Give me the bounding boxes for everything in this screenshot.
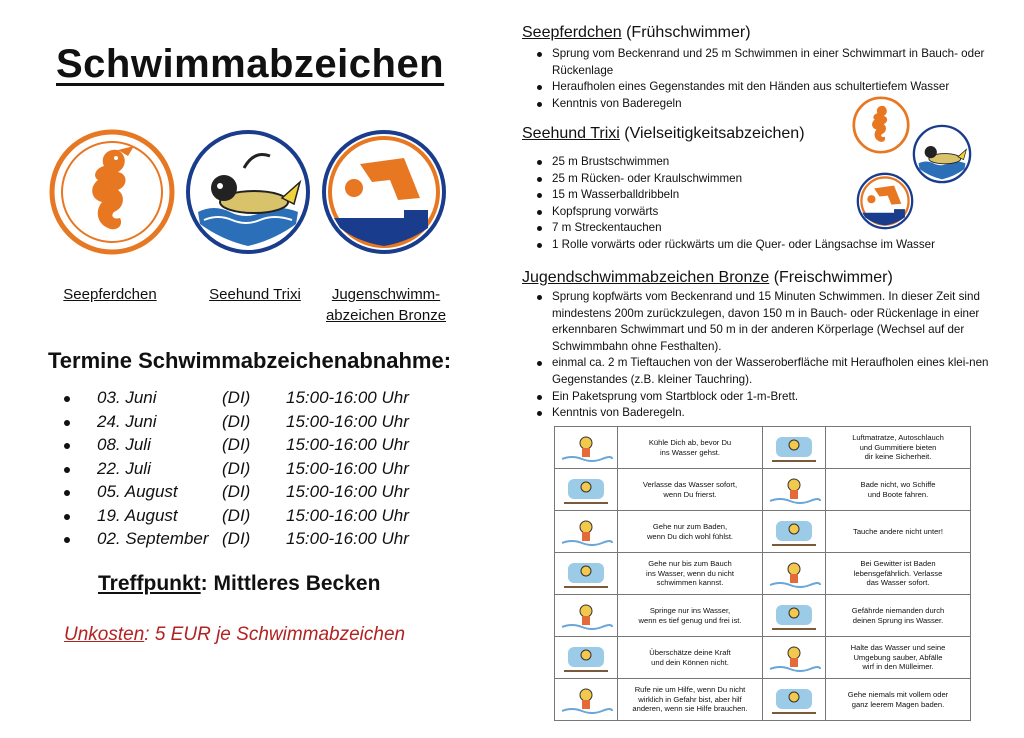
table-row [555,595,971,637]
rule-text: Überschätze deine Kraft und dein Können nicht. [618,637,763,679]
cartoon-icon [766,513,822,551]
list-item: einmal ca. 2 m Tieftauchen von der Wasseroberfläche mit Heraufholen eines klei-nen Gegenstandes (z.B. kleiner Tauchring). [524,355,1008,388]
list-item: Heraufholen eines Gegenstandes mit den Händen aus schultertiefem Wasser [524,79,1012,96]
cartoon-icon [558,471,614,509]
rule-text: Luftmatratze, Autoschlauch und Gummitiere bieten dir keine Sicherheit. [826,427,971,469]
rule-illustration [555,679,618,721]
schedule-title: Termine Schwimmabzeichenabnahme: [48,348,452,373]
rule-text: Springe nur ins Wasser, wenn es tief genug und frei ist. [618,595,763,637]
cartoon-icon [766,471,822,509]
list-item: 24. Juni (DI) 15:00-16:00 Uhr [60,410,480,434]
cartoon-icon [558,555,614,593]
list-item: 25 m Rücken- oder Kraulschwimmen [524,171,984,188]
rule-illustration [555,595,618,637]
rule-text: Gehe niemals mit vollem oder ganz leerem Magen baden. [826,679,971,721]
table-row [555,469,971,511]
list-item: 19. August (DI) 15:00-16:00 Uhr [60,504,480,528]
cartoon-icon [766,639,822,677]
cartoon-icon [766,555,822,593]
cartoon-icon [558,429,614,467]
cartoon-icon [558,513,614,551]
rule-illustration [555,553,618,595]
list-item: 25 m Brustschwimmen [524,154,984,171]
section-heading-bronze: Jugendschwimmabzeichen Bronze (Freischwimmer) [522,269,893,286]
section-heading-seehund: Seehund Trixi (Vielseitigkeitsabzeichen) [522,125,805,142]
cartoon-icon [558,597,614,635]
list-item: 05. August (DI) 15:00-16:00 Uhr [60,480,480,504]
rule-illustration [763,427,826,469]
table-row [555,427,971,469]
seahorse-icon [852,96,910,154]
rule-text: Gehe nur bis zum Bauch ins Wasser, wenn du nicht schwimmen kannst. [618,553,763,595]
list-item: 22. Juli (DI) 15:00-16:00 Uhr [60,457,480,481]
list-item: Kenntnis von Baderegeln. [524,405,1008,422]
list-item: Kenntnis von Baderegeln [524,96,1012,113]
schedule-list [60,386,480,551]
seal-icon [184,128,312,256]
cartoon-icon [766,429,822,467]
cost-note: Unkosten: 5 EUR je Schwimmabzeichen [64,624,406,645]
rule-text: Bade nicht, wo Schiffe und Boote fahren. [826,469,971,511]
list-item: Sprung vom Beckenrand und 25 m Schwimmen in einer Schwimmart in Bauch- oder Rückenlage [524,46,1012,79]
rule-text: Bei Gewitter ist Baden lebensgefährlich. Verlasse das Wasser sofort. [826,553,971,595]
list-item: 02. September (DI) 15:00-16:00 Uhr [60,527,480,551]
rule-illustration [555,637,618,679]
list-item: Sprung kopfwärts vom Beckenrand und 15 Minuten Schwimmen. In dieser Zeit sind mindestens 200m zurückzulegen, davon 150 m in Bauch- oder Rückenlage in einer erkennbaren Schwimmart und 50 m in der anderen Körperlage (Wechsel auf der Schwimmbahn ohne Festhalten). [524,289,1008,355]
list-item: 1 Rolle vorwärts oder rückwärts um die Quer- oder Längsachse im Wasser [524,237,984,254]
bathing-rules-table [554,426,971,721]
table-row [555,679,971,721]
diver-icon [320,128,448,256]
rule-text: Gefährde niemanden durch deinen Sprung ins Wasser. [826,595,971,637]
rule-illustration [763,637,826,679]
diver-icon [856,172,914,230]
seahorse-icon [48,128,176,256]
badge-row [48,128,448,263]
badge-label-seehund: Seehund Trixi [209,286,301,303]
list-item: Ein Paketsprung vom Startblock oder 1-m-Brett. [524,389,1008,406]
rule-illustration [763,679,826,721]
rule-illustration [555,427,618,469]
cartoon-icon [558,639,614,677]
meeting-point: Treffpunkt: Mittleres Becken [98,572,381,595]
rule-illustration [763,595,826,637]
rule-text: Gehe nur zum Baden, wenn Du dich wohl fühlst. [618,511,763,553]
left-page [0,0,500,738]
rule-text: Kühle Dich ab, bevor Du ins Wasser gehst. [618,427,763,469]
rule-illustration [763,469,826,511]
table-row [555,637,971,679]
cartoon-icon [558,681,614,719]
section-list-seepferdchen [524,46,1012,112]
rule-illustration [555,511,618,553]
rule-illustration [763,553,826,595]
list-item: 15 m Wasserballdribbeln [524,187,984,204]
cartoon-icon [766,597,822,635]
section-list-bronze [524,289,1008,422]
seal-icon [912,124,972,184]
list-item: 03. Juni (DI) 15:00-16:00 Uhr [60,386,480,410]
rule-text: Rufe nie um Hilfe, wenn Du nicht wirklich in Gefahr bist, aber hilf anderen, wenn sie Hilfe brauchen. [618,679,763,721]
badge-label-seepferdchen: Seepferdchen [63,286,157,303]
table-row [555,511,971,553]
rule-text: Tauche andere nicht unter! [826,511,971,553]
rule-illustration [763,511,826,553]
section-heading-seepferdchen: Seepferdchen (Frühschwimmer) [522,24,751,41]
rule-text: Halte das Wasser und seine Umgebung sauber, Abfälle wirf in den Mülleimer. [826,637,971,679]
list-item: 7 m Streckentauchen [524,220,984,237]
cartoon-icon [766,681,822,719]
rule-text: Verlasse das Wasser sofort, wenn Du frierst. [618,469,763,511]
page-title: Schwimmabzeichen [56,42,445,86]
rule-illustration [555,469,618,511]
badge-label-bronze: Jugenschwimm- abzeichen Bronze [325,286,447,324]
table-row [555,553,971,595]
list-item: 08. Juli (DI) 15:00-16:00 Uhr [60,433,480,457]
list-item: Kopfsprung vorwärts [524,204,984,221]
